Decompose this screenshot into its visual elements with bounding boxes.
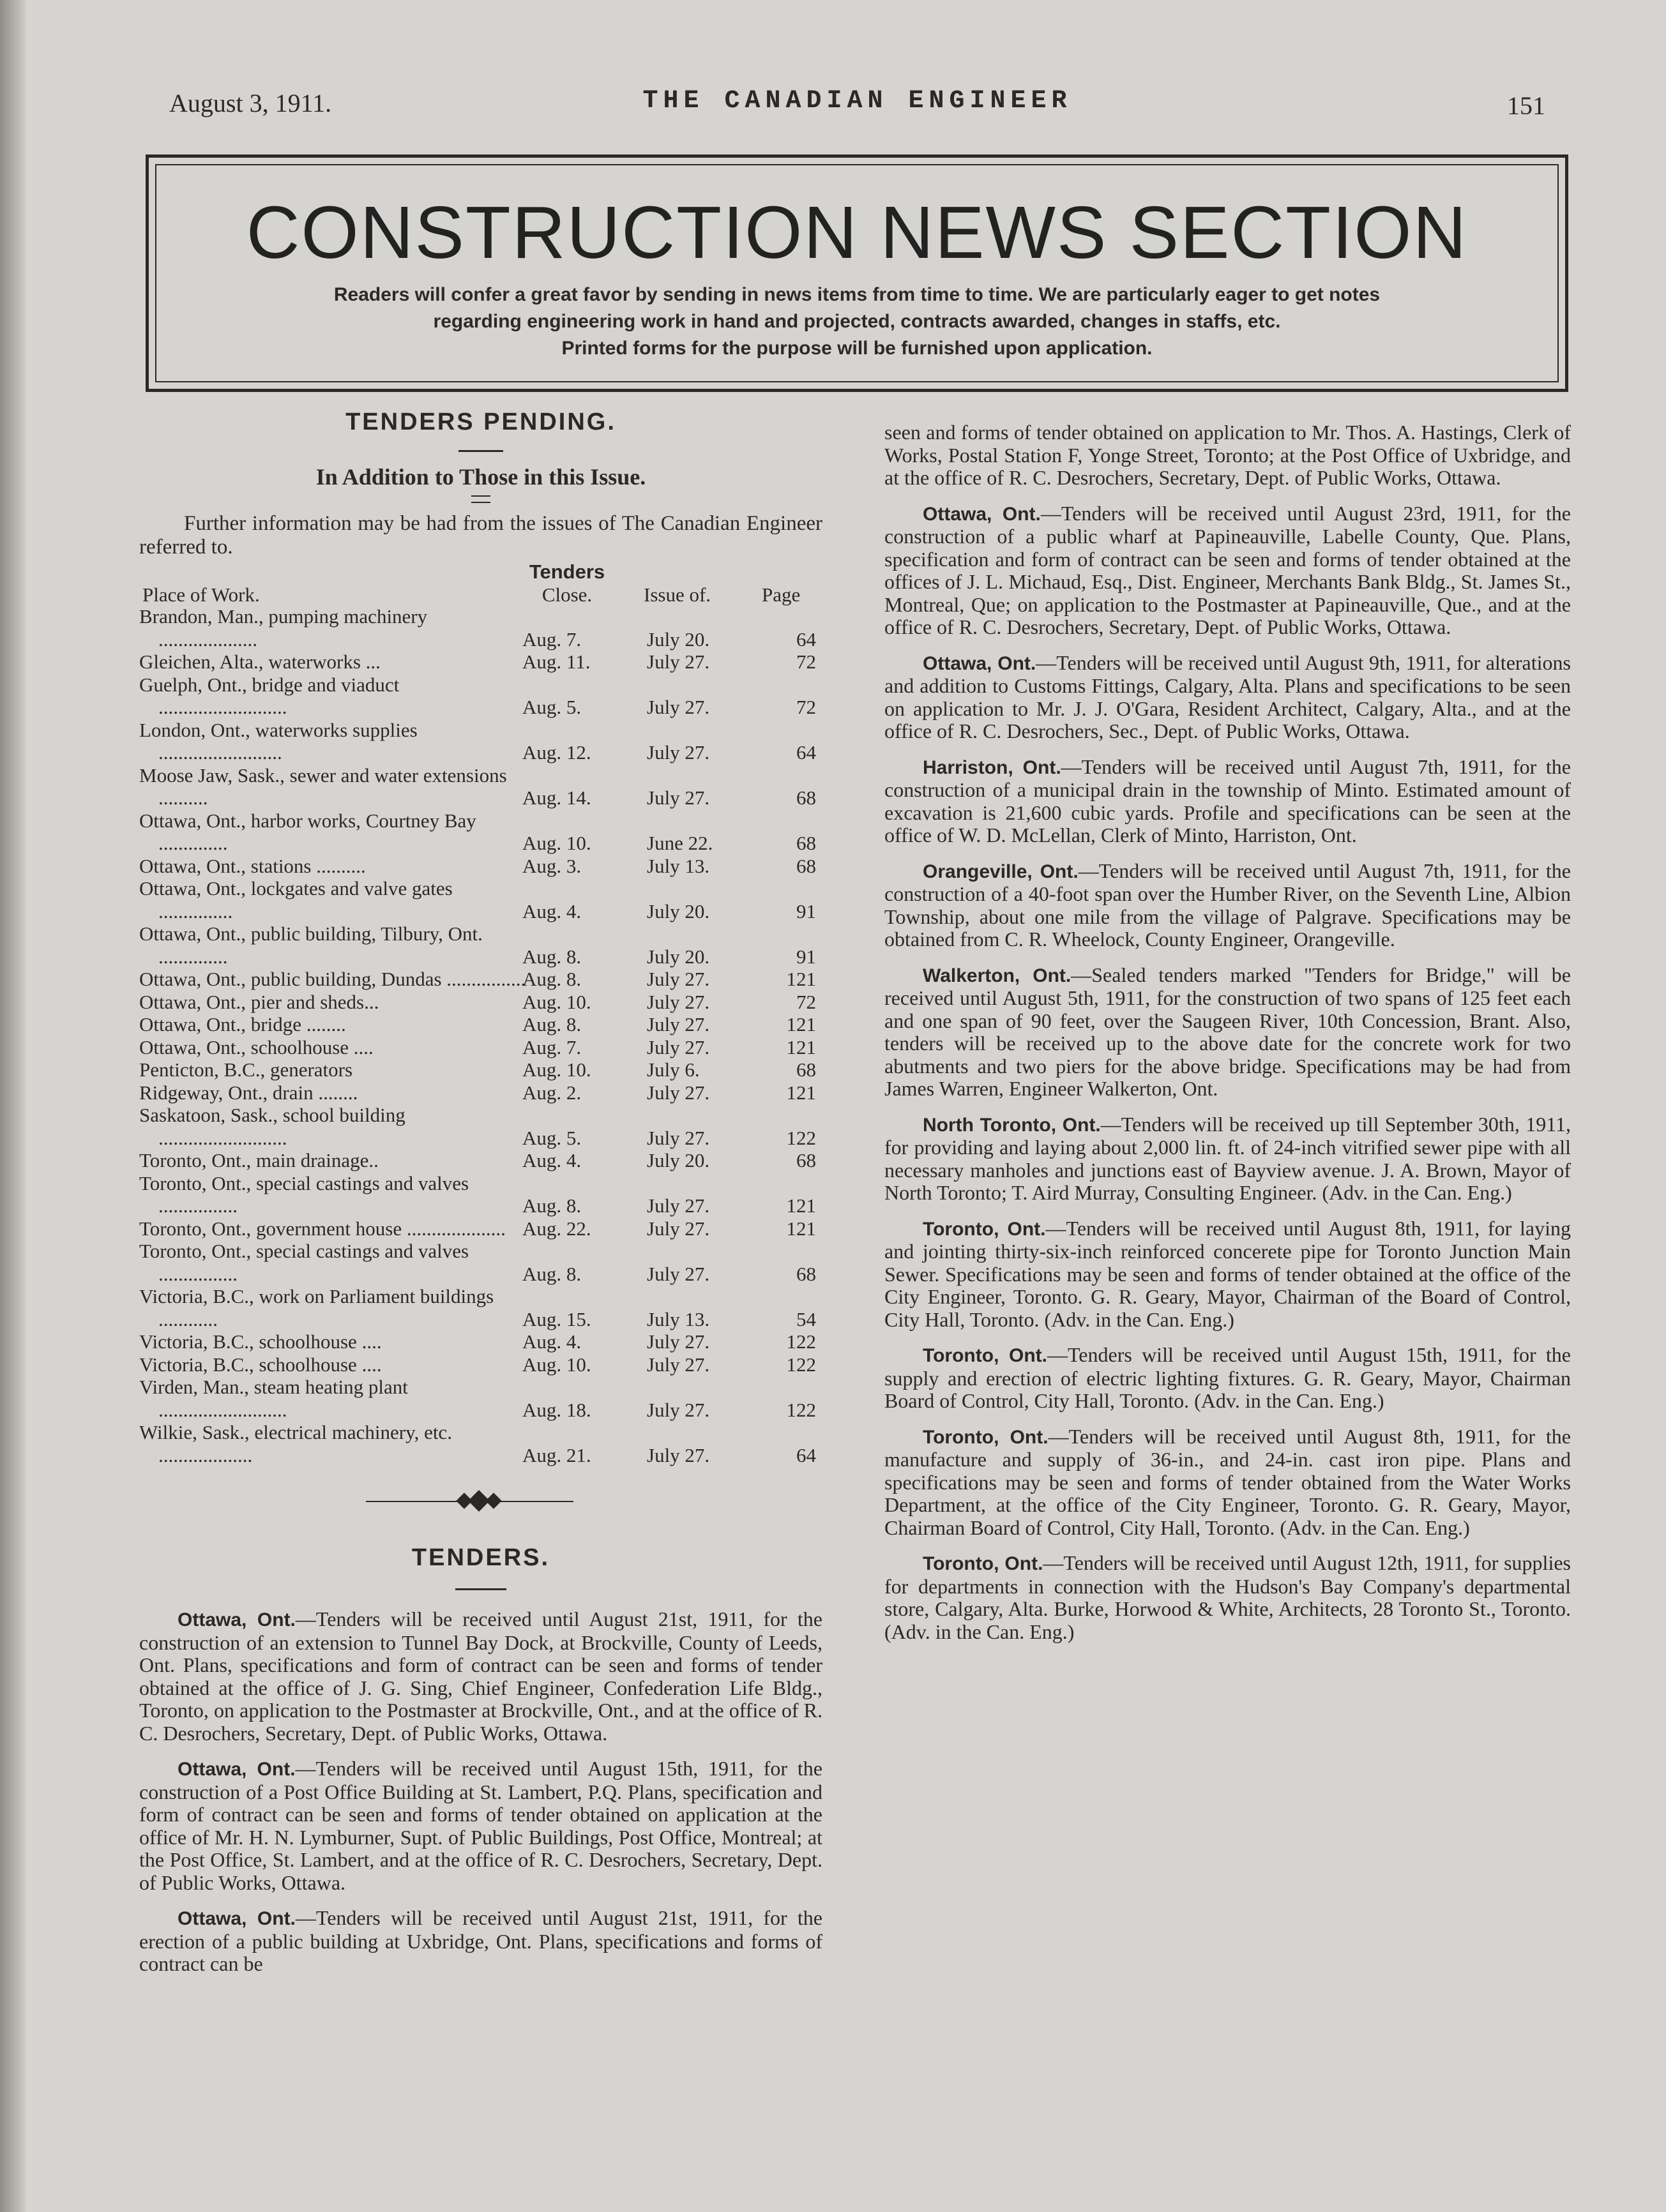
tenders-close-date: Aug. 5. bbox=[522, 1126, 582, 1149]
tenders-heading: TENDERS. bbox=[411, 1544, 550, 1571]
issue-date: July 27. bbox=[647, 786, 710, 809]
page-reference: 121 bbox=[786, 968, 816, 990]
pending-table-row bbox=[139, 1172, 822, 1217]
tenders-close-date: Aug. 8. bbox=[522, 945, 582, 968]
tenders-close-date: Aug. 12. bbox=[522, 741, 591, 764]
pending-table-row bbox=[139, 1217, 822, 1240]
tenders-pending-subheading: In Addition to Those in this Issue. bbox=[315, 464, 646, 490]
tender-text: —Tenders will be received until August 23rd, 1911, for the construction of a public wharf at Papineauville, Labelle County, Que. Plans, specification and form of contract can be seen and forms of tender obtained at the offices of J. L. Michaud, Esq., Dist. Engineer, Merchants Bank Bldg., St. James St., Montreal, Que; on application to the Postmaster at Papineauville, Que., and at the office of R. C. Desrochers, Secretary, Dept. of Public Works, Ottawa. bbox=[884, 501, 1571, 638]
tender-text: —Tenders will be received until August 9th, 1911, for alterations and addition to Customs Fittings, Calgary, Alta. Plans and specifications to be seen on application to Mr. J. J. O'Gara, Resident Architect, Calgary, Alta., and at the office of R. C. Desrochers, Sec., Dept. of Public Works, Ottawa. bbox=[884, 651, 1571, 742]
issue-date: July 20. bbox=[647, 945, 710, 968]
running-header bbox=[169, 82, 1545, 126]
page-reference: 68 bbox=[796, 1149, 816, 1171]
tender-text: —Tenders will be received until August 21st, 1911, for the erection of a public building at Uxbridge, Ont. Plans, specifications and forms of contract can be bbox=[139, 1906, 822, 1975]
section-ornament bbox=[139, 1483, 822, 1521]
issue-date: July 27. bbox=[647, 741, 710, 764]
tenders-close-date: Aug. 5. bbox=[522, 696, 582, 718]
tender-notice bbox=[884, 502, 1571, 639]
place-of-work: Virden, Man., steam heating plant .......................... bbox=[139, 1376, 408, 1421]
place-of-work: Ottawa, Ont., harbor works, Courtney Bay .............. bbox=[139, 809, 476, 854]
issue-date: July 6. bbox=[647, 1058, 700, 1081]
page-reference: 122 bbox=[786, 1398, 816, 1421]
tenders-close-date: Aug. 10. bbox=[522, 990, 591, 1013]
banner-title: CONSTRUCTION NEWS SECTION bbox=[246, 191, 1468, 274]
tender-continuation: seen and forms of tender obtained on application to Mr. Thos. A. Hastings, Clerk of Works, Postal Station F, Yonge Street, Toronto; at the Post Office of Uxbridge, and at the office of R. C. Desrochers, Secretary, Dept. of Public Works, Ottawa. bbox=[884, 421, 1571, 489]
issue-date: July 27. bbox=[647, 1081, 710, 1104]
section-banner bbox=[146, 154, 1568, 392]
page-reference: 68 bbox=[796, 1262, 816, 1285]
page-number: 151 bbox=[1507, 91, 1545, 120]
column-close-top: Tenders bbox=[529, 561, 605, 583]
issue-date: July 27. bbox=[647, 1013, 710, 1035]
pending-table-row bbox=[139, 1036, 822, 1059]
column-close: Close. bbox=[541, 583, 593, 606]
page-reference: 121 bbox=[786, 1217, 816, 1240]
tenders-close-date: Aug. 18. bbox=[522, 1398, 591, 1421]
tender-notice bbox=[884, 756, 1571, 847]
tender-place: North Toronto, Ont. bbox=[923, 1114, 1101, 1136]
tender-text: —Tenders will be received until August 12th, 1911, for supplies for departments in connection with the Hudson's Bay Company's departmental store, Calgary, Alta. Burke, Horwood & White, Architects, 28 Toronto St., Toronto. (Adv. in the Can. Eng.) bbox=[884, 1551, 1571, 1643]
tender-text: —Tenders will be received until August 8th, 1911, for laying and jointing thirty-six-inch reinforced concerete pipe for Toronto Junction Main Sewer. Specifications may be seen and forms of tender obtained at the office of the City Engineer, Toronto. G. R. Geary, Mayor, Chairman of the Board of Control, City Hall, Toronto. (Adv. in the Can. Eng.) bbox=[884, 1216, 1571, 1331]
tender-text: —Tenders will be received until August 7th, 1911, for the construction of a 40-foot span over the Humber River, on the Seventh Line, Albion Township, about one mile from the village of Palgrave. Specifications may be obtained from C. R. Wheelock, County Engineer, Orangeville. bbox=[884, 859, 1571, 951]
pending-table-row bbox=[139, 1058, 822, 1081]
issue-date: July 27. bbox=[647, 1035, 710, 1058]
page-reference: 122 bbox=[786, 1330, 816, 1353]
tender-place: Toronto, Ont. bbox=[923, 1426, 1049, 1448]
tenders-close-date: Aug. 4. bbox=[522, 899, 582, 922]
tender-notice bbox=[884, 964, 1571, 1101]
tender-place: Toronto, Ont. bbox=[923, 1553, 1043, 1574]
issue-date: July 27. bbox=[647, 696, 710, 718]
pending-table-header bbox=[139, 559, 822, 605]
tender-place: Ottawa, Ont. bbox=[923, 503, 1041, 525]
place-of-work: Ottawa, Ont., lockgates and valve gates ............... bbox=[139, 877, 453, 922]
tenders-pending-heading: TENDERS PENDING. bbox=[345, 409, 616, 435]
place-of-work: London, Ont., waterworks supplies ......................... bbox=[139, 718, 418, 764]
banner-notice-line: Printed forms for the purpose will be furnished upon application. bbox=[561, 338, 1153, 359]
place-of-work: Saskatoon, Sask., school building .......................... bbox=[139, 1104, 405, 1149]
column-page: Page bbox=[762, 583, 801, 606]
column-issue: Issue of. bbox=[644, 583, 711, 606]
place-of-work: Toronto, Ont., main drainage.. bbox=[139, 1149, 379, 1171]
column-place: Place of Work. bbox=[142, 583, 260, 606]
page-reference: 72 bbox=[796, 696, 816, 718]
tender-place: Orangeville, Ont. bbox=[923, 861, 1079, 882]
tenders-close-date: Aug. 2. bbox=[522, 1081, 582, 1104]
pending-table-row bbox=[139, 719, 822, 764]
place-of-work: Toronto, Ont., government house .................... bbox=[139, 1217, 506, 1240]
issue-date: July 27. bbox=[647, 1398, 710, 1421]
pending-table-row bbox=[139, 1330, 822, 1353]
tenders-close-date: Aug. 8. bbox=[522, 1194, 582, 1217]
pending-table-row bbox=[139, 922, 822, 968]
place-of-work: Toronto, Ont., special castings and valves ................ bbox=[139, 1240, 469, 1285]
tender-notice bbox=[884, 1552, 1571, 1643]
tender-place: Ottawa, Ont. bbox=[923, 652, 1036, 674]
pending-table-row bbox=[139, 673, 822, 719]
issue-date: July 27. bbox=[647, 1126, 710, 1149]
page-reference: 122 bbox=[786, 1353, 816, 1376]
place-of-work: Ottawa, Ont., bridge ........ bbox=[139, 1013, 346, 1035]
tender-notice bbox=[884, 1217, 1571, 1332]
page-gutter-shadow bbox=[0, 0, 26, 2212]
tenders-list-left bbox=[139, 1608, 822, 1976]
page-reference: 64 bbox=[796, 628, 816, 651]
page-reference: 68 bbox=[796, 832, 816, 854]
tenders-close-date: Aug. 3. bbox=[522, 854, 582, 877]
issue-date: July 27. bbox=[647, 651, 710, 673]
page-reference: 64 bbox=[796, 741, 816, 764]
tender-notice bbox=[884, 652, 1571, 743]
pending-table-row bbox=[139, 1013, 822, 1036]
subheading-rule bbox=[471, 495, 490, 503]
tender-text: —Sealed tenders marked "Tenders for Bridge," will be received until August 5th, 1911, for the construction of two spans of 125 feet each and one span of 90 feet, over the Saugeen River, 10th Concession, Brant. Also, tenders will be received up to the above date for the concrete work for two abutments and two piers for the above bridge. Specifications may be had from James Warren, Engineer Walkerton, Ont. bbox=[884, 963, 1571, 1100]
tender-notice bbox=[884, 1426, 1571, 1540]
pending-table-row bbox=[139, 1285, 822, 1330]
pending-table-row bbox=[139, 1240, 822, 1285]
issue-date: August 3, 1911. bbox=[169, 89, 332, 117]
pending-table-row bbox=[139, 1081, 822, 1104]
issue-date: July 20. bbox=[647, 1149, 710, 1171]
page-reference: 72 bbox=[796, 990, 816, 1013]
tenders-close-date: Aug. 8. bbox=[522, 968, 582, 990]
issue-date: July 27. bbox=[647, 968, 710, 990]
tender-place: Toronto, Ont. bbox=[923, 1345, 1047, 1366]
tender-notice bbox=[884, 860, 1571, 951]
place-of-work: Victoria, B.C., schoolhouse .... bbox=[139, 1353, 382, 1376]
issue-date: July 27. bbox=[647, 990, 710, 1013]
place-of-work: Moose Jaw, Sask., sewer and water extensions .......... bbox=[139, 764, 507, 809]
page-reference: 68 bbox=[796, 1058, 816, 1081]
ornament-diamond bbox=[485, 1493, 501, 1509]
pending-table-body bbox=[139, 605, 822, 1466]
pending-table-row bbox=[139, 1353, 822, 1376]
tenders-close-date: Aug. 10. bbox=[522, 832, 591, 854]
page-reference: 121 bbox=[786, 1035, 816, 1058]
tender-text: —Tenders will be received until August 15th, 1911, for the supply and erection of electric lighting fixtures. G. R. Geary, Mayor, Chairman Board of Control, City Hall, Toronto. (Adv. in the Can. Eng.) bbox=[884, 1343, 1571, 1412]
place-of-work: Ottawa, Ont., schoolhouse .... bbox=[139, 1035, 374, 1058]
journal-title: THE CANADIAN ENGINEER bbox=[642, 87, 1072, 116]
tenders-close-date: Aug. 4. bbox=[522, 1149, 582, 1171]
place-of-work: Guelph, Ont., bridge and viaduct .......................... bbox=[139, 673, 400, 718]
issue-date: July 27. bbox=[647, 1353, 710, 1376]
tenders-pending-intro: Further information may be had from the issues of The Canadian Engineer referred to. bbox=[139, 512, 822, 559]
page-reference: 68 bbox=[796, 786, 816, 809]
place-of-work: Victoria, B.C., schoolhouse .... bbox=[139, 1330, 382, 1353]
place-of-work: Penticton, B.C., generators bbox=[139, 1058, 353, 1081]
page-reference: 122 bbox=[786, 1126, 816, 1149]
pending-table-row bbox=[139, 1104, 822, 1149]
issue-date: July 13. bbox=[647, 1307, 710, 1330]
pending-table-row bbox=[139, 991, 822, 1014]
tenders-close-date: Aug. 22. bbox=[522, 1217, 591, 1240]
tender-place: Ottawa, Ont. bbox=[178, 1759, 296, 1780]
tender-text: —Tenders will be received until August 7th, 1911, for the construction of a municipal drain in the township of Minto. Estimated amount of excavation is 21,600 cubic yards. Profile and specifications can be seen at the office of W. D. McLellan, Clerk of Minto, Harriston, Ont. bbox=[884, 755, 1571, 846]
tenders-close-date: Aug. 4. bbox=[522, 1330, 582, 1353]
banner-notice-line: Readers will confer a great favor by sending in news items from time to time. We are particularly eager to get notes bbox=[333, 284, 1381, 305]
pending-table-row bbox=[139, 651, 822, 673]
tender-notice bbox=[139, 1608, 822, 1745]
tenders-close-date: Aug. 21. bbox=[522, 1443, 591, 1466]
heading-rule bbox=[458, 450, 503, 452]
tender-place: Ottawa, Ont. bbox=[178, 1609, 296, 1630]
tender-text: —Tenders will be received up till September 30th, 1911, for providing and laying about 2,000 lin. ft. of 24-inch vitrified sewer pipe with all necessary manholes and junctions east of Bayview avenue. J. A. Brown, Mayor of North Toronto; T. Aird Murray, Consulting Engineer. (Adv. in the Can. Eng.) bbox=[884, 1112, 1571, 1204]
issue-date: July 27. bbox=[647, 1262, 710, 1285]
pending-table-row bbox=[139, 968, 822, 991]
place-of-work: Brandon, Man., pumping machinery .................... bbox=[139, 605, 428, 651]
issue-date: July 27. bbox=[647, 1443, 710, 1466]
tenders-close-date: Aug. 8. bbox=[522, 1013, 582, 1035]
tender-notice bbox=[884, 1113, 1571, 1205]
banner-notice bbox=[156, 282, 1557, 362]
place-of-work: Ottawa, Ont., public building, Tilbury, Ont. .............. bbox=[139, 922, 483, 968]
page-reference: 68 bbox=[796, 854, 816, 877]
pending-table-row bbox=[139, 1421, 822, 1466]
issue-date: July 27. bbox=[647, 1194, 710, 1217]
issue-date: July 27. bbox=[647, 1330, 710, 1353]
pending-table-row bbox=[139, 1376, 822, 1421]
pending-table-row bbox=[139, 877, 822, 922]
left-column bbox=[139, 409, 822, 1989]
tender-notice bbox=[139, 1907, 822, 1976]
place-of-work: Victoria, B.C., work on Parliament buildings ............ bbox=[139, 1285, 494, 1330]
pending-table-row bbox=[139, 855, 822, 878]
pending-table-row bbox=[139, 605, 822, 651]
page-reference: 64 bbox=[796, 1443, 816, 1466]
tender-place: Walkerton, Ont. bbox=[923, 965, 1072, 986]
place-of-work: Toronto, Ont., special castings and valves ................ bbox=[139, 1171, 469, 1217]
pending-table-row bbox=[139, 1149, 822, 1172]
pending-table-row bbox=[139, 764, 822, 809]
issue-date: July 27. bbox=[647, 1217, 710, 1240]
heading-rule bbox=[455, 1588, 506, 1590]
place-of-work: Gleichen, Alta., waterworks ... bbox=[139, 651, 381, 673]
page-reference: 121 bbox=[786, 1013, 816, 1035]
issue-date: June 22. bbox=[647, 832, 713, 854]
place-of-work: Ottawa, Ont., stations .......... bbox=[139, 854, 366, 877]
tenders-close-date: Aug. 10. bbox=[522, 1058, 591, 1081]
page-reference: 72 bbox=[796, 651, 816, 673]
page-reference: 91 bbox=[796, 945, 816, 968]
tenders-close-date: Aug. 7. bbox=[522, 1035, 582, 1058]
issue-date: July 13. bbox=[647, 854, 710, 877]
tenders-close-date: Aug. 7. bbox=[522, 628, 582, 651]
issue-date: July 20. bbox=[647, 899, 710, 922]
tender-notice bbox=[139, 1757, 822, 1894]
tender-text: —Tenders will be received until August 15th, 1911, for the construction of a Post Office Building at St. Lambert, P.Q. Plans, specification and form of contract can be seen and forms of tender obtained on application at the office of Mr. H. N. Lymburner, Supt. of Public Buildings, Post Office, Montreal; at the Post Office, St. Lambert, and at the office of R. C. Desrochers, Secretary, Dept. of Public Works, Ottawa. bbox=[139, 1757, 822, 1894]
pending-table-row bbox=[139, 809, 822, 855]
page-reference: 54 bbox=[796, 1307, 816, 1330]
banner-inner-frame bbox=[155, 164, 1559, 382]
tender-text: —Tenders will be received until August 8th, 1911, for the manufacture and supply of 36-in., and 24-in. cast iron pipe. Plans and specifications may be seen and forms of tender obtained from the Water Works Department, at the office of the City Engineer, Toronto. G. R. Geary, Mayor, Chairman Board of Control, City Hall, Toronto. (Adv. in the Can. Eng.) bbox=[884, 1424, 1571, 1539]
place-of-work: Ridgeway, Ont., drain ........ bbox=[139, 1081, 358, 1104]
tenders-list-right bbox=[884, 502, 1571, 1644]
banner-notice-line: regarding engineering work in hand and projected, contracts awarded, changes in staffs, etc. bbox=[433, 311, 1281, 332]
tenders-close-date: Aug. 11. bbox=[522, 651, 591, 673]
page-reference: 121 bbox=[786, 1081, 816, 1104]
place-of-work: Wilkie, Sask., electrical machinery, etc. ................... bbox=[139, 1421, 452, 1466]
tender-notice bbox=[884, 1344, 1571, 1413]
place-of-work: Ottawa, Ont., public building, Dundas ................ bbox=[139, 968, 526, 990]
tenders-close-date: Aug. 10. bbox=[522, 1353, 591, 1376]
tenders-close-date: Aug. 15. bbox=[522, 1307, 591, 1330]
tender-place: Toronto, Ont. bbox=[923, 1218, 1046, 1240]
place-of-work: Ottawa, Ont., pier and sheds... bbox=[139, 990, 379, 1013]
tender-place: Ottawa, Ont. bbox=[178, 1908, 296, 1929]
tenders-close-date: Aug. 14. bbox=[522, 786, 591, 809]
issue-date: July 20. bbox=[647, 628, 710, 651]
page-reference: 121 bbox=[786, 1194, 816, 1217]
right-column bbox=[884, 421, 1571, 1656]
tenders-close-date: Aug. 8. bbox=[522, 1262, 582, 1285]
tender-place: Harriston, Ont. bbox=[923, 756, 1061, 778]
tender-text: —Tenders will be received until August 21st, 1911, for the construction of an extension to Tunnel Bay Dock, at Brockville, County of Leeds, Ont. Plans, specifications and form of contract can be seen and forms of tender obtained at the office of J. G. Sing, Chief Engineer, Confederation Life Bldg., Toronto, on application to the Postmaster at Brockville, Ont., and at the office of R. C. Desrochers, Secretary, Dept. of Public Works, Ottawa. bbox=[139, 1607, 822, 1745]
page-reference: 91 bbox=[796, 899, 816, 922]
